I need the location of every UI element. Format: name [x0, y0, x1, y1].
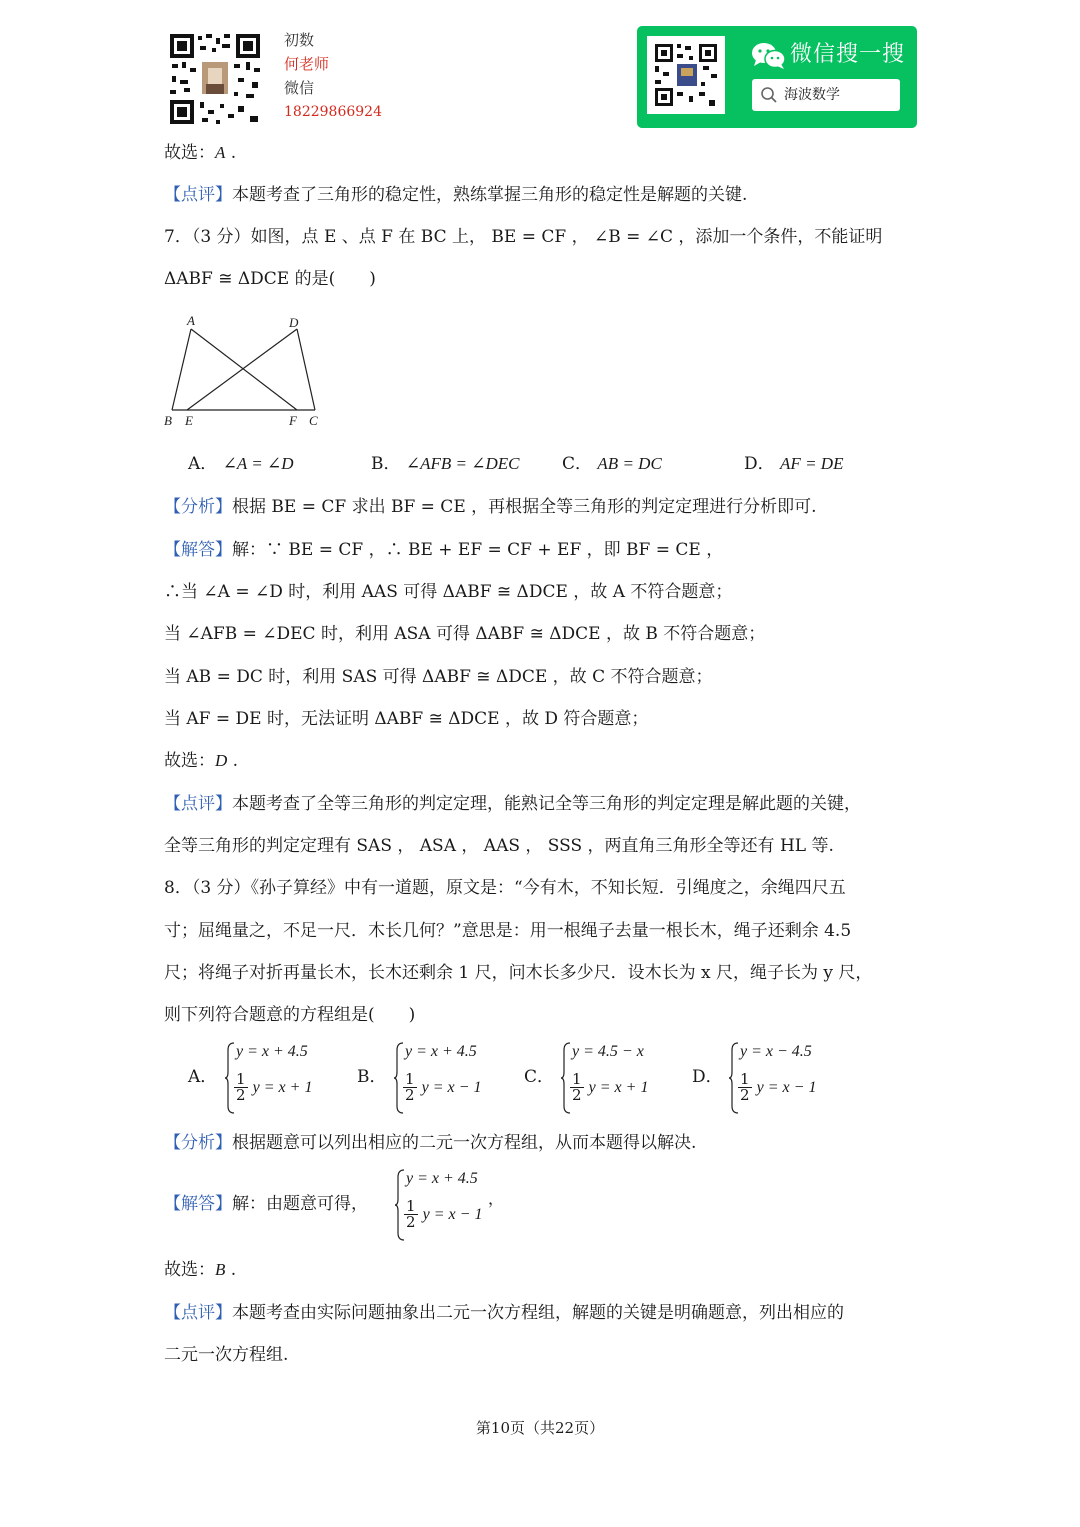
equation-2-text: y = x + 1	[588, 1079, 649, 1096]
q8-analysis-text: 根据题意可以列出相应的二元一次方程组，从而本题得以解决.	[232, 1133, 697, 1153]
q7-option-b[interactable]	[371, 453, 520, 475]
option-letter: A．	[188, 1067, 218, 1087]
q6-choice-label: 故选：	[164, 143, 215, 163]
q7-option-d[interactable]	[744, 453, 843, 475]
q7-solution-line5: 当 AF = DE 时，无法证明 ΔABF ≅ ΔDCE ，故 D 符合题意；	[164, 709, 649, 729]
wechat-search-title: 微信搜一搜	[790, 42, 906, 67]
contact-phone: 18229866924	[284, 104, 382, 120]
q8-choice-line: 故选：B .	[164, 1260, 237, 1280]
q7-stem-text1: 如图，点 E 、点 F 在 BC 上， BE = CF ， ∠B = ∠C ，添加一个条件，不能证明	[250, 227, 883, 247]
q6-choice: A	[215, 143, 226, 162]
q7-score: （3 分）	[191, 227, 251, 247]
frac-num: 1	[405, 1070, 415, 1088]
q8-option-b[interactable]	[357, 1040, 507, 1116]
figure-label-f: F	[289, 413, 297, 428]
q8-choice-label: 故选：	[164, 1260, 215, 1280]
q6-choice-line: 故选：A .	[164, 143, 237, 163]
frac-den: 2	[406, 1213, 416, 1231]
frac-den: 2	[740, 1086, 750, 1104]
wechat-logo-icon	[751, 42, 787, 70]
figure-label-d: D	[289, 315, 299, 330]
page-number: 第10页（共22页）	[475, 1419, 605, 1437]
contact-teacher-name: 何老师	[284, 55, 330, 73]
frac-num: 1	[236, 1070, 246, 1088]
wechat-search-query: 海波数学	[784, 87, 840, 103]
equation-2	[403, 1072, 481, 1103]
q7-review-line1	[164, 792, 861, 816]
q7-solution-line4: 当 AB = DC 时，利用 SAS 可得 ΔABF ≅ ΔDCE ，故 C 不符合题意；	[164, 667, 713, 687]
qr-code-right	[647, 36, 725, 114]
equation-1: y = x − 4.5	[740, 1043, 812, 1060]
q8-review-tag: 【点评】	[164, 1303, 232, 1323]
q6-review	[164, 183, 747, 207]
q7-choice-label: 故选：	[164, 751, 215, 771]
q6-review-text: 本题考查了三角形的稳定性，熟练掌握三角形的稳定性是解题的关键.	[232, 185, 748, 205]
solution-end-punct: ，	[488, 1189, 505, 1208]
q8-choice: B	[215, 1260, 226, 1279]
wechat-search-box[interactable]	[752, 79, 900, 111]
solution-equation-1: y = x + 4.5	[406, 1170, 478, 1187]
equation-2-text: y = x + 1	[252, 1079, 313, 1096]
q7-solution-tag: 【解答】	[164, 540, 232, 560]
frac-den: 2	[405, 1086, 415, 1104]
q8-analysis	[164, 1131, 696, 1155]
q8-stem-line3: 尺；将绳子对折再量长木，长木还剩余 1 尺，问木长多少尺．设木长为 x 尺，绳子长为 y 尺，	[164, 963, 873, 983]
equation-2-text: y = x − 1	[756, 1079, 817, 1096]
q8-stem-line4: 则下列符合题意的方程组是( )	[164, 1005, 416, 1025]
q8-number: 8．	[164, 878, 192, 898]
q7-solution-text1: 解：∵ BE = CF ，∴ BE + EF = CF + EF ，即 BF = CE ，	[232, 540, 724, 560]
q8-stem-line2: 寸；屈绳量之，不足一尺．木长几何？”意思是：用一根绳子去量一根长木，绳子还剩余 4.5	[164, 921, 852, 941]
figure-label-c: C	[309, 413, 318, 428]
q8-solution-tag: 【解答】	[164, 1194, 232, 1214]
q8-analysis-tag: 【分析】	[164, 1133, 232, 1153]
q8-solution	[164, 1192, 368, 1216]
q6-review-tag: 【点评】	[164, 185, 232, 205]
q7-review-text1: 本题考查了全等三角形的判定定理，能熟记全等三角形的判定定理是解此题的关键，	[232, 794, 861, 814]
q7-analysis-tag: 【分析】	[164, 497, 232, 517]
figure-label-a: A	[187, 313, 195, 328]
equation-2-text: y = x − 1	[421, 1079, 482, 1096]
equation-1: y = x + 4.5	[405, 1043, 477, 1060]
figure-label-e: E	[185, 413, 193, 428]
q7-choice-line: 故选：D .	[164, 751, 239, 771]
q8-stem-text1: 《孙子算经》中有一道题，原文是：“今有木，不知长短．引绳度之，余绳四尺五	[250, 878, 846, 898]
q8-solution-text: 解：由题意可得，	[232, 1194, 368, 1214]
qr-code-left	[168, 32, 262, 126]
figure-label-b: B	[164, 413, 172, 428]
frac-num: 1	[406, 1197, 416, 1215]
q8-review-line1	[164, 1301, 844, 1325]
q8-option-c[interactable]	[524, 1040, 674, 1116]
q7-option-c[interactable]	[562, 453, 662, 475]
q7-option-a[interactable]	[188, 453, 294, 475]
equation-1: y = x + 4.5	[236, 1043, 308, 1060]
contact-line-1: 初数	[284, 31, 315, 49]
wechat-search-banner[interactable]	[637, 26, 917, 128]
search-icon	[760, 86, 778, 104]
q7-figure-trapezoid-diagram	[160, 310, 330, 435]
q7-number: 7．	[164, 227, 192, 247]
q7-review-tag: 【点评】	[164, 794, 232, 814]
frac-den: 2	[236, 1086, 246, 1104]
q7-choice: D	[215, 751, 228, 770]
frac-num: 1	[572, 1070, 582, 1088]
option-letter: C．	[562, 454, 593, 474]
q7-stem-line1	[164, 225, 882, 249]
equation-1: y = 4.5 − x	[572, 1043, 644, 1060]
q8-review-text1: 本题考查由实际问题抽象出二元一次方程组，解题的关键是明确题意，列出相应的	[232, 1303, 844, 1323]
option-text: ∠A = ∠D	[222, 454, 294, 473]
equation-2	[738, 1072, 816, 1103]
option-text: AB = DC	[597, 454, 662, 473]
q7-analysis	[164, 495, 817, 519]
q7-review-line2: 全等三角形的判定定理有 SAS ， ASA ， AAS ， SSS ，两直角三角形全等还有 HL 等.	[164, 836, 834, 856]
q8-review-line2: 二元一次方程组.	[164, 1345, 289, 1365]
q8-score: （3 分）	[191, 878, 251, 898]
option-letter: A．	[188, 454, 218, 474]
contact-line-3: 微信	[284, 79, 315, 97]
frac-num: 1	[740, 1070, 750, 1088]
option-letter: D．	[744, 454, 775, 474]
solution-equation-2	[404, 1199, 482, 1230]
q8-solution-system	[394, 1167, 504, 1243]
solution-equation-2-text: y = x − 1	[422, 1206, 483, 1223]
q7-stem-line2: ΔABF ≅ ΔDCE 的是( )	[164, 269, 376, 289]
q7-solution-line1	[164, 538, 723, 562]
q7-analysis-text: 根据 BE = CF 求出 BF = CE ，再根据全等三角形的判定定理进行分析即可.	[232, 497, 817, 517]
equation-2	[234, 1072, 312, 1103]
frac-den: 2	[572, 1086, 582, 1104]
q8-stem-line1	[164, 876, 846, 900]
equation-2	[570, 1072, 648, 1103]
option-letter: C．	[524, 1067, 555, 1087]
q8-option-d[interactable]	[692, 1040, 842, 1116]
option-letter: B．	[357, 1067, 387, 1087]
q7-solution-line3: 当 ∠AFB = ∠DEC 时，利用 ASA 可得 ΔABF ≅ ΔDCE ，故 B 不符合题意；	[164, 624, 766, 644]
option-text: ∠AFB = ∠DEC	[405, 454, 520, 473]
q7-solution-line2: ∴当 ∠A = ∠D 时，利用 AAS 可得 ΔABF ≅ ΔDCE ，故 A 不符合题意；	[164, 582, 733, 602]
q8-option-a[interactable]	[188, 1040, 338, 1116]
option-text: AF = DE	[780, 454, 844, 473]
option-letter: D．	[692, 1067, 723, 1087]
option-letter: B．	[371, 454, 401, 474]
